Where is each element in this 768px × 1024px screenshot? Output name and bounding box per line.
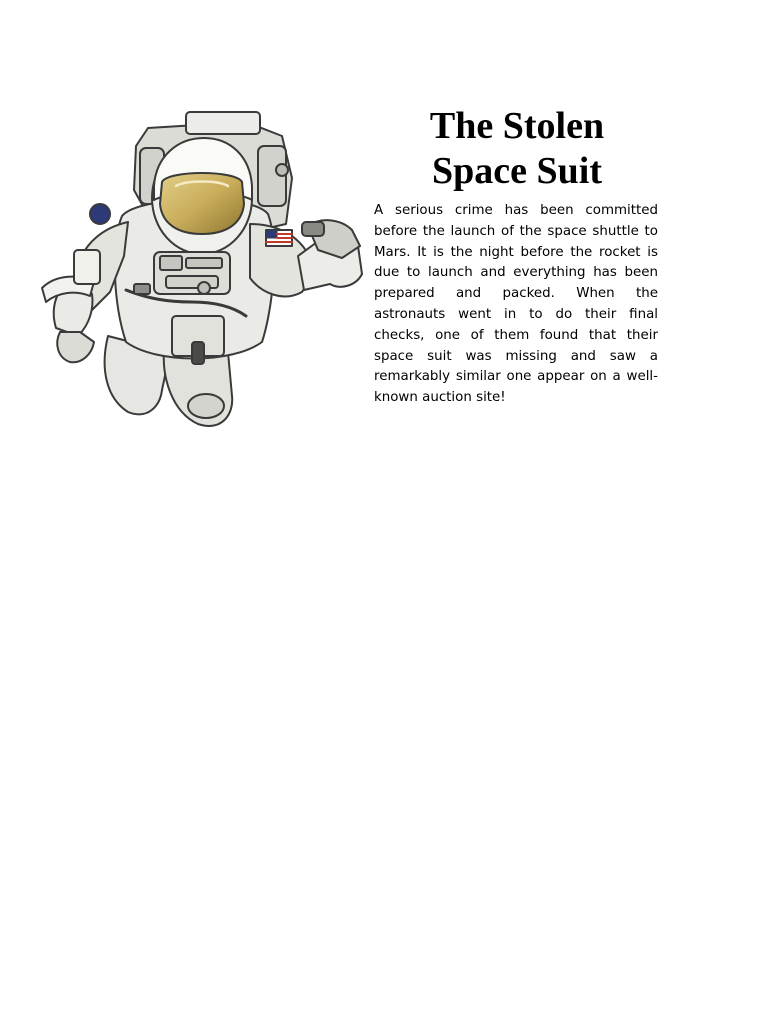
title-line-2: Space Suit — [432, 150, 602, 192]
title-line-1: The Stolen — [429, 105, 605, 147]
story-paragraph: A serious crime has been committed before the launch of the space shuttle to Mars. It is the night before the rocket is due to launch and everything has been prepared and packed. When the astronauts went in to do their final checks, one of them found that their space suit was missing and saw a remarkably similar one appear on a well-known auction site! — [374, 203, 658, 406]
astronaut-icon — [36, 106, 368, 434]
document-title — [374, 104, 660, 194]
